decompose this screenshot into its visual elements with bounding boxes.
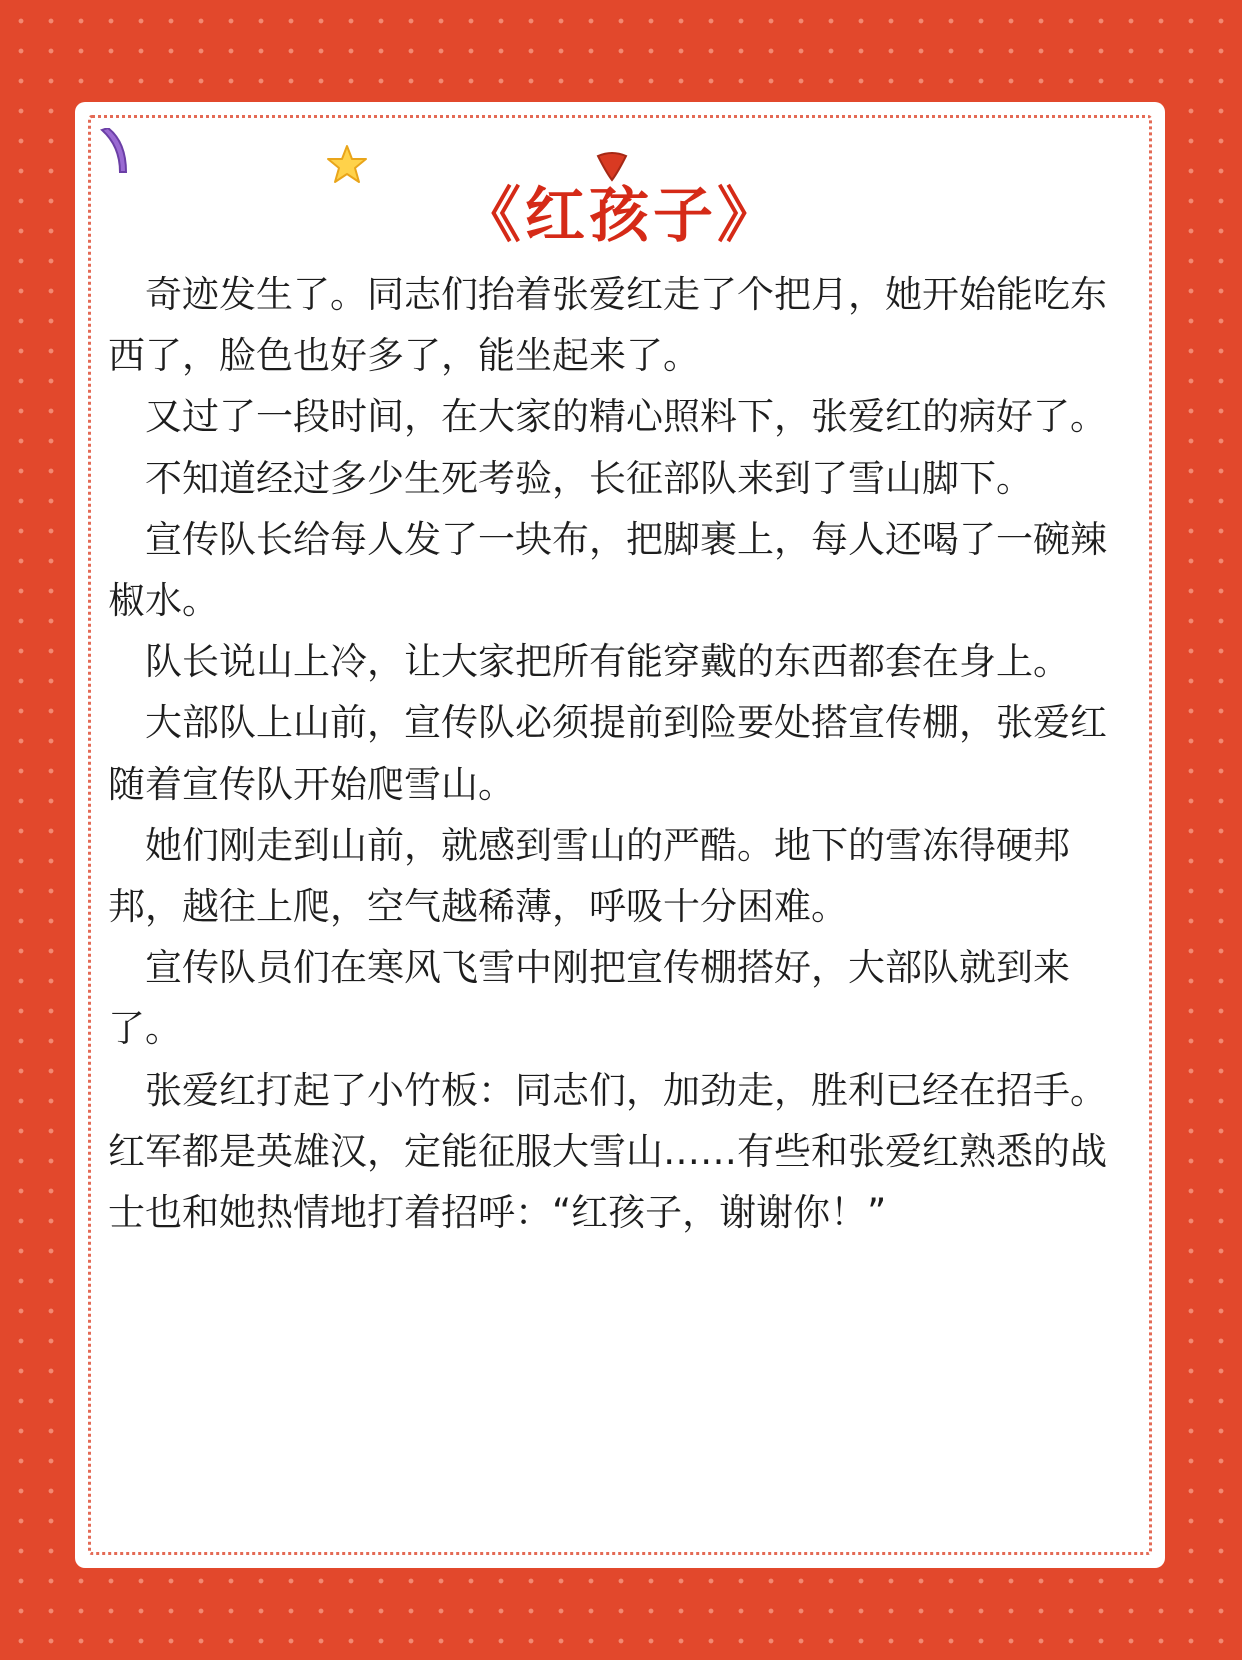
paragraph: 宣传队长给每人发了一块布，把脚裹上，每人还喝了一碗辣椒水。 (108, 517, 1107, 623)
paragraph: 宣传队员们在寒风飞雪中刚把宣传棚搭好，大部队就到来了。 (108, 946, 1070, 1051)
paragraph: 队长说山上冷，让大家把所有能穿戴的东西都套在身上。 (145, 640, 1070, 684)
article-body (108, 264, 1138, 1243)
drop-icon (594, 150, 630, 182)
page-title: 《红孩子》 (461, 181, 781, 251)
paragraph: 不知道经过多少生死考验，长征部队来到了雪山脚下。 (145, 456, 1033, 500)
paragraph: 又过了一段时间，在大家的精心照料下，张爱红的病好了。 (145, 395, 1107, 439)
paragraph: 张爱红打起了小竹板：同志们，加劲走，胜利已经在招手。红军都是英雄汉，定能征服大雪山……有些和张爱红熟悉的战士也和她热情地打着招呼：“红孩子，谢谢你！” (108, 1068, 1107, 1235)
moon-icon (98, 128, 128, 174)
paragraph: 她们刚走到山前，就感到雪山的严酷。地下的雪冻得硬邦邦，越往上爬，空气越稀薄，呼吸十分困难。 (108, 823, 1070, 929)
paragraph: 大部队上山前，宣传队必须提前到险要处搭宣传棚，张爱红随着宣传队开始爬雪山。 (108, 701, 1107, 806)
paragraph: 奇迹发生了。同志们抬着张爱红走了个把月，她开始能吃东西了，脸色也好多了，能坐起来了。 (108, 273, 1107, 378)
